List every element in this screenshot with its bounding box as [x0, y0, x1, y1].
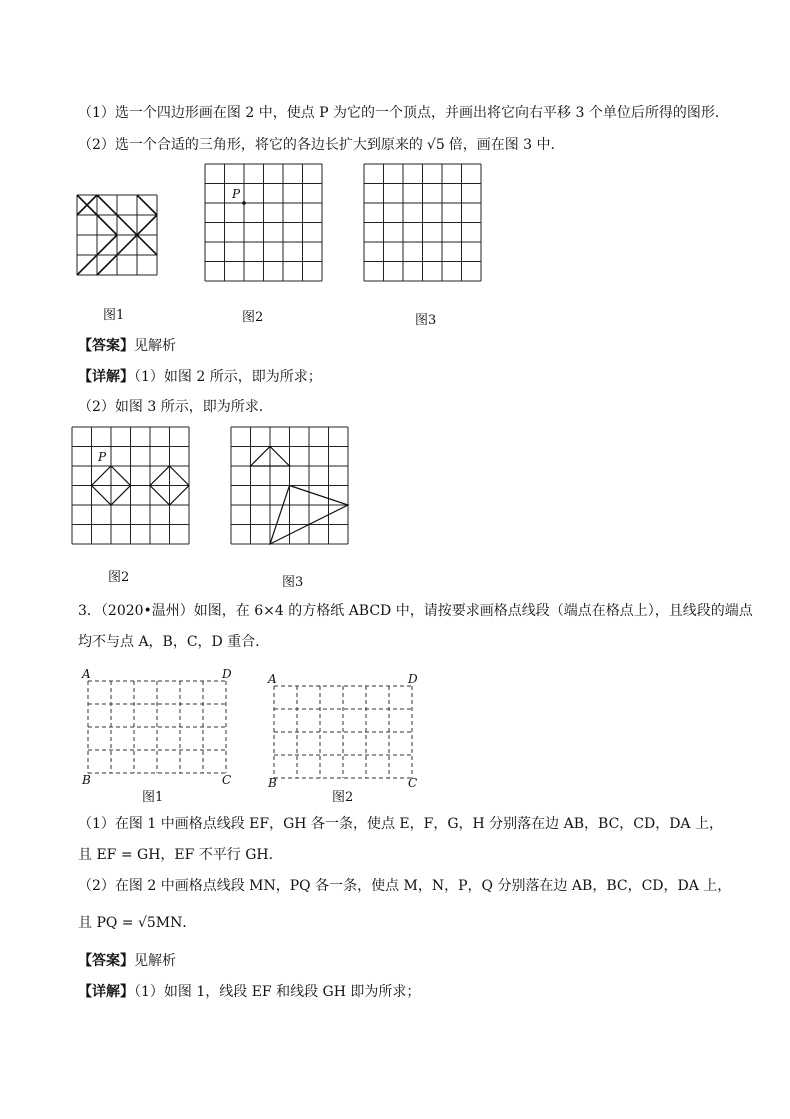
- answer-fig3-caption: 图3: [282, 575, 304, 590]
- detail-tag: 【详解】: [78, 369, 134, 385]
- answer-line: [78, 336, 176, 356]
- sqrt5-symbol: √5: [426, 137, 445, 153]
- detail1-text: （1）如图 2 所示，即为所求；: [134, 369, 322, 385]
- detail3-tag: 【详解】: [78, 984, 134, 1000]
- answer-tag: 【答案】: [78, 338, 134, 354]
- fig3-grid: [364, 164, 481, 281]
- detail-line1: [78, 367, 322, 387]
- answer-fig3-grid: [231, 427, 348, 544]
- q3-fig1-caption: 图1: [142, 790, 164, 805]
- point-p-label: P: [232, 187, 241, 201]
- answer-point-p-label: P: [98, 450, 107, 464]
- q3-part2-l2: 且 PQ = √5MN．: [78, 915, 197, 931]
- q3-line2: 均不与点 A，B，C，D 重合．: [78, 634, 270, 650]
- answer2-text: 见解析: [134, 953, 176, 969]
- answer-text: 见解析: [134, 338, 176, 354]
- fig2-grid: [205, 164, 322, 281]
- q3-fig1-label-b: B: [82, 773, 91, 787]
- fig2-caption: 图2: [242, 310, 264, 325]
- fig1-caption: 图1: [103, 308, 125, 323]
- q3-fig2-label-b: B: [268, 776, 277, 790]
- q2-part2-pre: （2）选一个合适的三角形，将它的各边长扩大到原来的: [78, 137, 423, 153]
- answer2-line: [78, 951, 176, 971]
- q3-part1-l2: 且 EF = GH，EF 不平行 GH．: [78, 847, 283, 863]
- q3-fig2-label-d: D: [408, 672, 418, 686]
- q3-fig1-label-a: A: [82, 667, 91, 681]
- q2-part2-text: [78, 135, 565, 155]
- q3-line1: 3．（2020•温州）如图，在 6×4 的方格纸 ABCD 中，请按要求画格点线段（端点在格点上），且线段的端点: [78, 603, 753, 619]
- q3-part1-l1: （1）在图 1 中画格点线段 EF，GH 各一条，使点 E，F，G，H 分别落在边 AB，BC，CD，DA 上，: [78, 816, 723, 832]
- q3-fig1-grid: [88, 681, 226, 773]
- point-p-dot: [242, 201, 246, 205]
- q3-fig2-label-a: A: [268, 672, 277, 686]
- answer-fig2-caption: 图2: [108, 570, 130, 585]
- answer2-tag: 【答案】: [78, 953, 134, 969]
- detail3-text: （1）如图 1，线段 EF 和线段 GH 即为所求；: [134, 984, 421, 1000]
- q3-fig2-label-c: C: [408, 776, 418, 790]
- q3-fig1-label-d: D: [222, 667, 232, 681]
- detail-line2: （2）如图 3 所示，即为所求．: [78, 399, 273, 415]
- q3-fig1-label-c: C: [222, 773, 232, 787]
- q2-part2-post: 倍，画在图 3 中．: [448, 137, 565, 153]
- fig3-caption: 图3: [415, 313, 437, 328]
- fig1-grid: [77, 195, 157, 275]
- detail3-line: [78, 982, 420, 1002]
- answer-fig2-grid: [72, 427, 189, 544]
- q3-fig2-caption: 图2: [332, 790, 354, 805]
- q2-part1-text: （1）选一个四边形画在图 2 中，使点 P 为它的一个顶点，并画出将它向右平移 3 个单位后所得的图形．: [78, 105, 729, 121]
- q3-fig2-grid: [274, 686, 412, 778]
- q3-part2-l1: （2）在图 2 中画格点线段 MN，PQ 各一条，使点 M，N，P，Q 分别落在边 AB，BC，CD，DA 上，: [78, 878, 732, 894]
